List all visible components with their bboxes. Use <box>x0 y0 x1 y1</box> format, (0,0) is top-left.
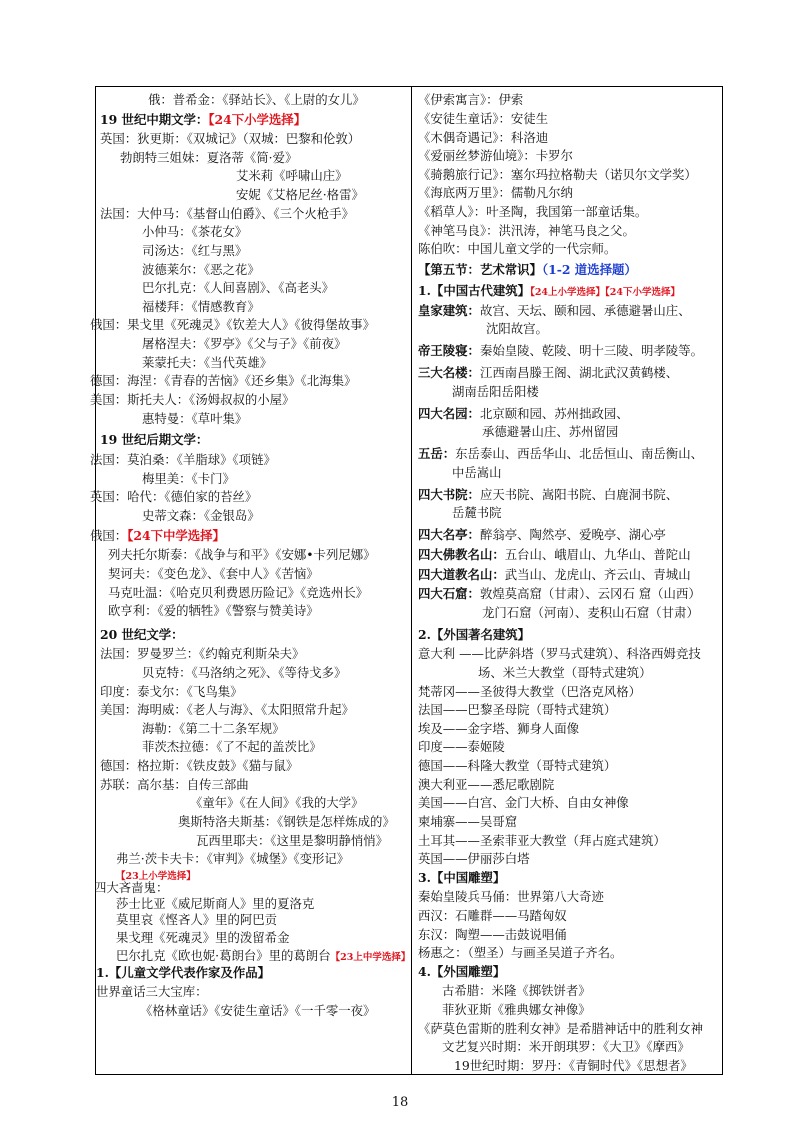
category-label: 四大名园： <box>418 406 480 421</box>
line-text: 艾米莉《呼啸山庄》 <box>236 168 348 183</box>
line-text: 【第五节：艺术常识】 <box>418 262 542 277</box>
left-line <box>142 664 346 682</box>
category-label: 五岳： <box>418 446 456 461</box>
left-line <box>142 738 322 756</box>
right-line <box>418 850 530 868</box>
right-line <box>418 342 703 360</box>
line-text: 欧亨利：《爱的牺牲》《警察与赞美诗》 <box>108 603 319 618</box>
right-line <box>418 566 691 584</box>
right-line <box>482 423 618 441</box>
line-text: 1.【儿童文学代表作家及作品】 <box>96 965 271 980</box>
line-text: 俄国：果戈里《死魂灵》《钦差大人》《彼得堡故事》 <box>90 317 375 332</box>
left-line <box>142 354 272 372</box>
line-text: 《萨莫色雷斯的胜利女神》是希腊神话中的胜利女神 <box>418 1021 703 1036</box>
left-line <box>96 964 270 982</box>
left-line <box>142 410 247 428</box>
left-line <box>100 645 304 663</box>
line-text: 英国——伊丽莎白塔 <box>418 851 530 866</box>
right-line <box>418 486 678 504</box>
line-text: 2.【外国著名建筑】 <box>418 627 531 642</box>
right-line <box>418 282 680 302</box>
line-text: 《稻草人》：叶圣陶，我国第一部童话集。 <box>418 204 648 219</box>
right-line <box>482 604 699 622</box>
left-line <box>108 584 368 602</box>
right-line <box>418 738 505 756</box>
column-divider <box>411 86 412 1075</box>
left-line <box>90 391 294 409</box>
left-line <box>190 794 363 812</box>
left-line <box>178 813 395 831</box>
line-text: 法国——巴黎圣母院（哥特式建筑） <box>418 702 617 717</box>
line-text: 史蒂文森：《金银岛》 <box>142 508 260 523</box>
left-line <box>140 1002 375 1020</box>
line-text: 德国——科隆大教堂（哥特式建筑） <box>418 758 617 773</box>
line-text: 波德莱尔：《恶之花》 <box>142 262 260 277</box>
right-line <box>418 147 573 165</box>
left-line <box>100 701 354 719</box>
line-text: 莎士比亚《威尼斯商人》里的夏洛克 <box>116 896 315 911</box>
line-text: 菲茨杰拉德：《了不起的盖茨比》 <box>142 739 322 754</box>
line-text: 《神笔马良》：洪汛涛，神笔马良之父。 <box>418 223 635 238</box>
left-line <box>108 546 376 564</box>
line-text: 秦始皇陵兵马俑：世界第八大奇迹 <box>418 889 604 904</box>
left-line <box>142 720 285 738</box>
line-text: 承德避暑山庄、苏州留园 <box>482 424 619 439</box>
left-line <box>90 527 225 545</box>
right-line <box>418 832 666 850</box>
line-text: 瓦西里耶夫：《这里是黎明静悄悄》 <box>196 833 389 848</box>
line-text: 《安徒生童话》：安徒生 <box>418 111 549 126</box>
category-items: 故宫、天坛、颐和园、承德避暑山庄、 <box>479 303 691 318</box>
line-text: 《童年》《在人间》《我的大学》 <box>190 795 364 810</box>
line-text: 勃朗特三姐妹：夏洛蒂《简·爱》 <box>120 150 298 165</box>
line-text: 东汉：陶塑——击鼓说唱俑 <box>418 927 567 942</box>
line-text: 埃及——金字塔、狮身人面像 <box>418 721 580 736</box>
right-line <box>418 926 567 944</box>
line-text: 法国：罗曼罗兰：《约翰克利斯朵夫》 <box>100 646 305 661</box>
right-line <box>418 110 548 128</box>
right-line <box>442 982 591 1000</box>
category-label: 四大佛教名山： <box>418 547 505 562</box>
line-text: 小仲马：《茶花女》 <box>142 224 248 239</box>
right-line <box>418 794 629 812</box>
line-text: 场、米兰大教堂（哥特式建筑） <box>478 665 652 680</box>
right-line <box>418 405 629 423</box>
right-line <box>418 720 579 738</box>
left-line <box>100 757 298 775</box>
right-line <box>418 683 641 701</box>
left-line <box>100 776 249 794</box>
category-label: 四大道教名山： <box>418 567 505 582</box>
exam-tag: 【23上中学选择】 <box>330 952 411 963</box>
right-line <box>442 1038 690 1056</box>
line-text: 19 世纪后期文学： <box>100 432 209 447</box>
right-line <box>418 645 701 663</box>
left-line <box>120 149 297 167</box>
right-line <box>418 203 647 221</box>
category-items: 江西南昌滕王阁、湖北武汉黄鹤楼、 <box>479 365 679 380</box>
exam-tag: 【23上小学选择】 <box>116 871 196 882</box>
line-text: 《骑鹅旅行记》：塞尔玛拉格勒夫（诺贝尔文学奖） <box>418 167 697 182</box>
line-text: 柬埔寨——吴哥窟 <box>418 814 518 829</box>
line-text: 梵蒂冈——圣彼得大教堂（巴洛克风格） <box>418 684 642 699</box>
line-text: 土耳其——圣索菲亚大教堂（拜占庭式建筑） <box>418 833 666 848</box>
right-line <box>418 585 701 603</box>
right-line <box>454 1057 693 1075</box>
right-line <box>418 776 554 794</box>
left-line <box>100 111 306 129</box>
right-line <box>486 320 548 338</box>
line-text: 西汉：石雕群——马踏匈奴 <box>418 908 567 923</box>
category-label: 三大名楼： <box>418 365 480 380</box>
left-line <box>142 279 334 297</box>
right-line <box>418 526 666 544</box>
line-text: 美国：海明威：《老人与海》、《太阳照常升起》 <box>100 702 354 717</box>
category-items: 秦始皇陵、乾陵、明十三陵、明孝陵等。 <box>479 343 703 358</box>
right-line <box>418 261 637 279</box>
line-text: 美国——白宫、金门大桥、自由女神像 <box>418 795 629 810</box>
right-line <box>452 504 502 522</box>
line-text: 契诃夫：《变色龙》、《套中人》《苦恼》 <box>108 566 319 581</box>
left-line <box>116 911 277 929</box>
left-line <box>96 983 208 1001</box>
right-line <box>418 184 573 202</box>
line-text: 列夫托尔斯泰：《战争与和平》《安娜•卡列尼娜》 <box>108 547 376 562</box>
right-line <box>418 166 697 184</box>
category-label: 四大名亭： <box>418 527 480 542</box>
left-line <box>90 488 257 506</box>
line-text: 《海底两万里》：儒勒凡尔纳 <box>418 185 573 200</box>
line-text: 20 世纪文学： <box>100 627 184 642</box>
right-line <box>418 963 505 981</box>
line-text: 岳麓书院 <box>452 505 502 520</box>
left-line <box>142 298 260 316</box>
left-line <box>142 470 235 488</box>
page-number: 18 <box>391 1095 409 1110</box>
left-line <box>90 451 276 469</box>
line-text: 巴尔扎克：《人间喜剧》、《高老头》 <box>142 280 335 295</box>
question-count-note: （1-2 道选择题） <box>541 262 637 277</box>
right-line <box>418 944 622 962</box>
line-text: 法国：大仲马：《基督山伯爵》、《三个火枪手》 <box>100 206 354 221</box>
category-items: 醉翁亭、陶然亭、爱晚亭、湖心亭 <box>479 527 666 542</box>
right-line <box>418 91 523 109</box>
right-line <box>418 701 616 719</box>
line-text: 沈阳故宫。 <box>486 321 548 336</box>
right-line <box>418 240 616 258</box>
line-text: 弗兰·茨卡夫卡：《审判》《城堡》《变形记》 <box>116 851 350 866</box>
left-line <box>196 832 388 850</box>
category-items: 应天书院、嵩阳书院、白鹿洞书院、 <box>479 487 679 502</box>
line-text: 梅里美：《卡门》 <box>142 471 235 486</box>
right-line <box>418 813 517 831</box>
exam-tag: 【24上小学选择】【24下小学选择】 <box>530 287 681 298</box>
line-text: 中岳嵩山 <box>452 465 502 480</box>
line-text: 菲狄亚斯《雅典娜女神像》 <box>442 1002 591 1017</box>
right-line <box>478 664 651 682</box>
left-line <box>142 261 260 279</box>
left-line <box>236 167 348 185</box>
line-text: 印度——泰姬陵 <box>418 739 505 754</box>
line-text: 福楼拜：《情感教育》 <box>142 299 260 314</box>
line-text: 德国：海涅：《青春的苦恼》《还乡集》《北海集》 <box>90 373 357 388</box>
line-text: 莱蒙托夫：《当代英雄》 <box>142 355 273 370</box>
left-line <box>100 626 184 644</box>
line-text: 湖南岳阳岳阳楼 <box>452 384 539 399</box>
line-text: 巴尔扎克《欧也妮·葛朗台》里的葛朗台 <box>116 948 331 963</box>
right-line <box>418 757 616 775</box>
left-line <box>108 565 319 583</box>
line-text: 古希腊：米隆《掷铁饼者》 <box>442 983 591 998</box>
line-text: 俄：普希金：《驿站长》、《上尉的女儿》 <box>148 92 365 107</box>
right-line <box>418 222 635 240</box>
category-items: 武当山、龙虎山、齐云山、青城山 <box>504 567 691 582</box>
category-items: 北京颐和园、苏州拙政园、 <box>479 406 629 421</box>
line-text: 世界童话三大宝库： <box>96 984 208 999</box>
line-text: 杨惠之：（塑圣）与画圣吴道子齐名。 <box>418 945 623 960</box>
line-text: 陈伯吹：中国儿童文学的一代宗师。 <box>418 241 617 256</box>
right-line <box>418 445 703 463</box>
line-text: 安妮《艾格尼丝·格雷》 <box>236 187 364 202</box>
line-text: 海勒：《第二十二条军规》 <box>142 721 285 736</box>
left-line <box>108 602 319 620</box>
category-items: 五台山、峨眉山、九华山、普陀山 <box>504 547 691 562</box>
line-text: 美国：斯托夫人：《汤姆叔叔的小屋》 <box>90 392 295 407</box>
line-text: 4.【外国雕塑】 <box>418 964 506 979</box>
line-text: 德国：格拉斯：《铁皮鼓》《猫与鼠》 <box>100 758 299 773</box>
left-line <box>100 431 208 449</box>
line-text: 意大利 ——比萨斜塔（罗马式建筑）、科洛西姆竞技 <box>418 646 701 661</box>
left-line <box>100 683 243 701</box>
left-line <box>116 929 289 947</box>
exam-tag: 【24下小学选择】 <box>208 112 307 127</box>
line-text: 莫里哀《悭吝人》里的阿巴贡 <box>116 912 278 927</box>
line-text: 司汤达：《红与黑》 <box>142 243 248 258</box>
left-line <box>90 372 356 390</box>
line-text: 印度：泰戈尔：《飞鸟集》 <box>100 684 243 699</box>
line-text: 澳大利亚——悉尼歌剧院 <box>418 777 555 792</box>
line-text: 《伊索寓言》：伊索 <box>418 92 524 107</box>
right-line <box>418 1020 703 1038</box>
line-text: 《木偶奇遇记》：科洛迪 <box>418 130 549 145</box>
right-line <box>418 907 567 925</box>
line-text: 苏联：高尔基：自传三部曲 <box>100 777 249 792</box>
line-text: 《格林童话》《安徒生童话》《一千零一夜》 <box>140 1003 376 1018</box>
line-text: 俄国： <box>90 528 128 543</box>
right-line <box>418 129 548 147</box>
left-line <box>142 335 346 353</box>
left-line <box>148 91 365 109</box>
line-text: 屠格涅夫：《罗亭》《父与子》《前夜》 <box>142 336 347 351</box>
right-line <box>418 626 530 644</box>
category-label: 帝王陵寝： <box>418 343 480 358</box>
line-text: 《爱丽丝梦游仙境》：卡罗尔 <box>418 148 573 163</box>
left-line <box>236 186 364 204</box>
line-text: 惠特曼：《草叶集》 <box>142 411 248 426</box>
exam-tag: 【24下中学选择】 <box>127 528 225 543</box>
line-text: 19 世纪中期文学： <box>100 112 209 127</box>
line-text: 果戈理《死魂灵》里的泼留希金 <box>116 930 290 945</box>
right-line <box>418 888 604 906</box>
right-line <box>418 869 505 887</box>
line-text: 四大吝啬鬼： <box>94 880 169 895</box>
line-text: 龙门石窟（河南）、麦积山石窟（甘肃） <box>482 605 699 620</box>
category-label: 四大书院： <box>418 487 480 502</box>
right-line <box>452 464 502 482</box>
category-label: 四大石窟： <box>418 586 480 601</box>
right-line <box>418 546 691 564</box>
right-line <box>442 1001 591 1019</box>
right-line <box>418 302 691 320</box>
line-text: 3.【中国雕塑】 <box>418 870 506 885</box>
left-line <box>142 242 247 260</box>
category-items: 敦煌莫高窟（甘肃）、云冈石 窟（山西） <box>479 586 701 601</box>
line-text: 文艺复兴时期：米开朗琪罗：《大卫》《摩西》 <box>442 1039 690 1054</box>
right-line <box>452 383 539 401</box>
line-text: 19世纪时期：罗丹：《青铜时代》《思想者》 <box>454 1058 693 1073</box>
line-text: 马克吐温：《哈克贝利费恩历险记》《竞选州长》 <box>108 585 369 600</box>
line-text: 贝克特：《马洛纳之死》、《等待戈多》 <box>142 665 347 680</box>
line-text: 1.【中国古代建筑】 <box>418 283 531 298</box>
category-label: 皇家建筑： <box>418 303 480 318</box>
left-line <box>90 316 375 334</box>
line-text: 英国：哈代：《德伯家的苔丝》 <box>90 489 258 504</box>
right-line <box>418 364 678 382</box>
line-text: 英国：狄更斯：《双城记》（双城：巴黎和伦敦） <box>100 131 361 146</box>
left-line <box>142 223 247 241</box>
category-items: 东岳泰山、西岳华山、北岳恒山、南岳衡山、 <box>455 446 703 461</box>
left-line <box>100 130 360 148</box>
left-line <box>100 205 354 223</box>
left-line <box>142 507 260 525</box>
line-text: 奥斯特洛夫斯基：《钢铁是怎样炼成的》 <box>178 814 395 829</box>
line-text: 法国：莫泊桑：《羊脂球》《项链》 <box>90 452 276 467</box>
